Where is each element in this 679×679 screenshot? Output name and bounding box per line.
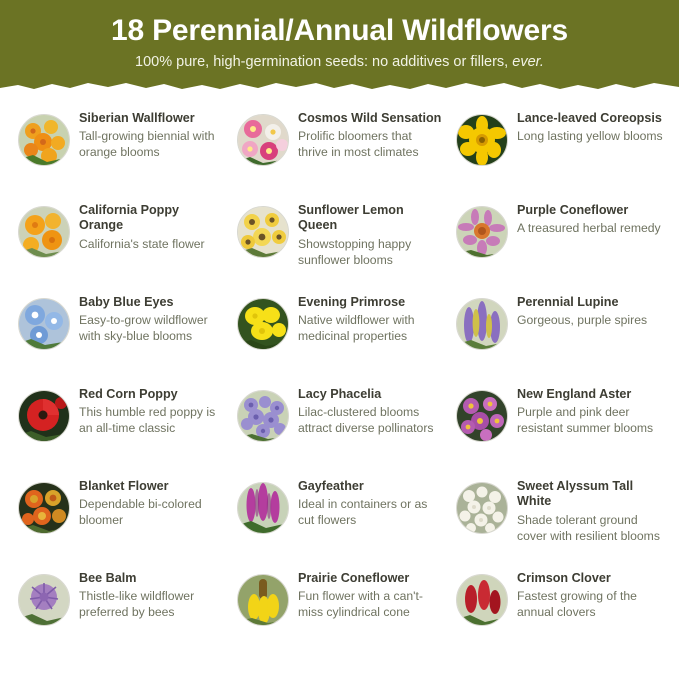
list-item (14, 107, 227, 195)
flower-description: Fastest growing of the annual clovers (517, 589, 637, 620)
list-item (233, 475, 446, 563)
flower-name: Sweet Alyssum Tall White (517, 478, 634, 509)
flower-description: Ideal in containers or as cut flowers (298, 497, 428, 528)
flower-name: Blanket Flower (79, 478, 169, 493)
crimson-clover-thumb (456, 574, 508, 626)
list-item (233, 291, 446, 379)
list-item (14, 567, 227, 655)
list-item (14, 475, 227, 563)
lance-leaved-coreopsis-thumb (456, 114, 508, 166)
flower-text (79, 479, 225, 529)
flower-name: Red Corn Poppy (79, 386, 178, 401)
flower-description: Fun flower with a can't-miss cylindrical cone (298, 589, 423, 620)
flower-name: Sunflower Lemon Queen (298, 202, 404, 233)
flower-description: California's state flower (79, 236, 205, 251)
list-item (452, 199, 665, 287)
california-poppy-orange-thumb (18, 206, 70, 258)
sunflower-lemon-queen-thumb (237, 206, 289, 258)
flower-name: Lacy Phacelia (298, 386, 382, 401)
flower-text (298, 571, 444, 621)
flower-description: Gorgeous, purple spires (517, 313, 648, 328)
flower-text (298, 387, 444, 437)
flower-text (517, 203, 663, 236)
bee-balm-thumb (18, 574, 70, 626)
page-subtitle-main: 100% pure, high-germination seeds: no additives or fillers, (135, 53, 509, 70)
flower-name: Lance-leaved Coreopsis (517, 110, 662, 125)
flower-description: Showstopping happy sunflower blooms (298, 236, 412, 267)
flower-description: This humble red poppy is an all-time classic (79, 405, 216, 436)
cosmos-wild-sensation-thumb (237, 114, 289, 166)
new-england-aster-thumb (456, 390, 508, 442)
blanket-flower-thumb (18, 482, 70, 534)
flower-description: Prolific bloomers that thrive in most climates (298, 129, 419, 160)
flower-description: Tall-growing biennial with orange blooms (79, 129, 215, 160)
sweet-alyssum-tall-white-thumb (456, 482, 508, 534)
flower-grid (0, 93, 679, 661)
list-item (452, 383, 665, 471)
flower-name: Prairie Coneflower (298, 570, 410, 585)
list-item (233, 567, 446, 655)
siberian-wallflower-thumb (18, 114, 70, 166)
flower-name: Gayfeather (298, 478, 364, 493)
flower-description: Dependable bi-colored bloomer (79, 497, 202, 528)
flower-text (298, 479, 444, 529)
list-item (452, 475, 665, 563)
flower-name: California Poppy Orange (79, 202, 180, 233)
flower-description: A treasured herbal remedy (517, 221, 661, 236)
flower-text (517, 479, 663, 544)
flower-name: Perennial Lupine (517, 294, 619, 309)
flower-text (79, 295, 225, 345)
list-item (452, 567, 665, 655)
list-item (14, 383, 227, 471)
flower-name: Crimson Clover (517, 570, 611, 585)
flower-name: Purple Coneflower (517, 202, 629, 217)
list-item (233, 199, 446, 287)
list-item (452, 291, 665, 379)
flower-text (298, 295, 444, 345)
flower-name: New England Aster (517, 386, 632, 401)
flower-text (79, 111, 225, 161)
list-item (14, 291, 227, 379)
flower-text (517, 295, 663, 328)
list-item (233, 107, 446, 195)
baby-blue-eyes-thumb (18, 298, 70, 350)
flower-name: Baby Blue Eyes (79, 294, 174, 309)
flower-description: Native wildflower with medicinal properties (298, 313, 415, 344)
evening-primrose-thumb (237, 298, 289, 350)
flower-description: Easy-to-grow wildflower with sky-blue blooms (79, 313, 208, 344)
page-subtitle-emphasis: ever. (512, 53, 544, 70)
page-title: 18 Perennial/Annual Wildflowers (111, 14, 568, 47)
flower-description: Lilac-clustered blooms attract diverse pollinators (298, 405, 434, 436)
flower-text (517, 111, 663, 144)
flower-text (517, 571, 663, 621)
flower-text (79, 203, 225, 252)
list-item (452, 107, 665, 195)
perennial-lupine-thumb (456, 298, 508, 350)
flower-text (298, 203, 444, 268)
flower-text (298, 111, 444, 161)
flower-name: Siberian Wallflower (79, 110, 195, 125)
lacy-phacelia-thumb (237, 390, 289, 442)
flower-text (517, 387, 663, 437)
flower-description: Purple and pink deer resistant summer blooms (517, 405, 654, 436)
list-item (233, 383, 446, 471)
gayfeather-thumb (237, 482, 289, 534)
page-subtitle (18, 54, 661, 71)
flower-description: Thistle-like wildflower preferred by bees (79, 589, 195, 620)
purple-coneflower-thumb (456, 206, 508, 258)
flower-name: Bee Balm (79, 570, 137, 585)
flower-text (79, 387, 225, 437)
prairie-coneflower-thumb (237, 574, 289, 626)
flower-text (79, 571, 225, 621)
flower-name: Cosmos Wild Sensation (298, 110, 442, 125)
page-header (0, 0, 679, 93)
list-item (14, 199, 227, 287)
torn-paper-edge-icon (0, 78, 679, 94)
flower-name: Evening Primrose (298, 294, 406, 309)
flower-description: Long lasting yellow blooms (517, 129, 663, 144)
red-corn-poppy-thumb (18, 390, 70, 442)
flower-description: Shade tolerant ground cover with resilient blooms (517, 512, 660, 543)
